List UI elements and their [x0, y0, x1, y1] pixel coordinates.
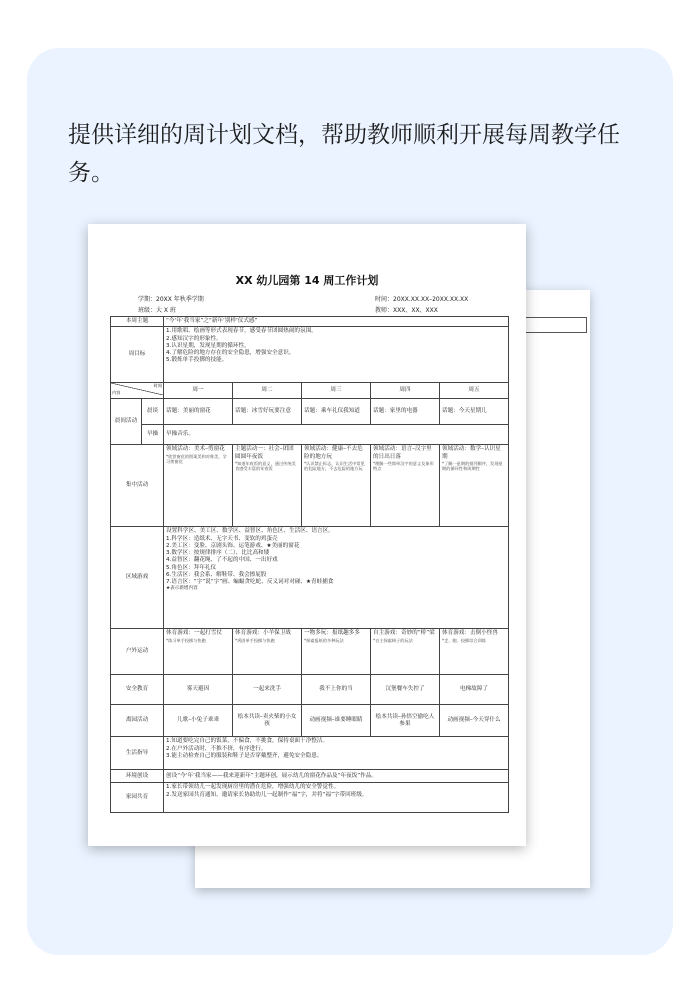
env-value: 创设“今‘年’我当家——我来迎新年”主题环创，展示幼儿的窗花作品及“年夜饭”作品。	[164, 770, 509, 783]
headline: 提供详细的周计划文档，帮助教师顺利开展每周教学任务。	[68, 122, 620, 186]
area-label: 区域游戏	[111, 527, 164, 629]
group-cell	[302, 445, 371, 527]
area-note: ★表示新增内容	[166, 586, 198, 592]
talk-cell: 话题：今天星期几	[440, 399, 509, 425]
time-info: 时间：20XX.XX.XX–20XX.XX.XX	[375, 296, 469, 303]
talk-label: 晨谈	[142, 399, 164, 425]
table-row	[111, 317, 509, 327]
outdoor-note: *走、跑、投掷综合训练	[442, 637, 486, 643]
table-row	[111, 675, 509, 705]
outdoor-title: 自主游戏：奇妙的“桥”梁	[373, 630, 435, 637]
day-monday: 周一	[164, 383, 233, 399]
group-title: 领域活动：数学–认识星期	[442, 446, 501, 460]
list-item: 1.家长带领幼儿一起发现厨房里的潜在危险，增强幼儿的安全警觉性。	[166, 784, 340, 791]
group-title: 主题活动一：社会–团团圆圆年夜饭	[235, 446, 294, 460]
table-row	[111, 327, 509, 383]
env-label: 环境创设	[111, 770, 164, 783]
day-tuesday: 周二	[233, 383, 302, 399]
outdoor-label: 户外运动	[111, 629, 164, 675]
plan-table	[110, 316, 509, 813]
outdoor-cell	[302, 629, 371, 675]
group-cell	[233, 445, 302, 527]
morning-label: 晨间活动	[111, 399, 142, 445]
goals-list	[164, 327, 509, 383]
leave-cell: 绘本共读–卖火柴的小女孩	[233, 705, 302, 737]
list-item: 2.发送家园共育通知，邀请家长协助幼儿一起制作“福”字，并将“福”字带回班级。	[166, 791, 368, 798]
area-list	[164, 527, 509, 629]
talk-cell: 话题：乘车礼仪我知道	[302, 399, 371, 425]
safety-cell: 一起来洗手	[233, 675, 302, 705]
outdoor-note: *探索报纸的多种玩法	[304, 637, 344, 643]
talk-cell: 话题：冰雪好玩要注意	[233, 399, 302, 425]
safety-cell: 雾天避因	[164, 675, 233, 705]
theme-value: “今‘年’我当家”之“新年‘别样’仪式感”	[164, 317, 509, 327]
life-label: 生活指导	[111, 737, 164, 770]
table-header-row	[111, 383, 509, 399]
table-row	[111, 425, 509, 445]
leave-cell: 动画视频–今天穿什么	[440, 705, 509, 737]
term-info: 学期：20XX 年秋季学期	[138, 296, 204, 303]
group-note: *欣赏窗花的图案美和对称美，学习剪窗花	[166, 453, 227, 465]
day-wednesday: 周三	[302, 383, 371, 399]
outdoor-title: 体育游戏：击倒小怪兽	[442, 630, 498, 637]
class-info: 班级：大 X 班	[138, 307, 176, 314]
list-item: 7.语言区：“字”说“字”画、蝙蝠贪吃蛇、反义词对对碰、★青蛙捕食	[166, 579, 334, 586]
group-cell	[440, 445, 509, 527]
leave-label: 离园活动	[111, 705, 164, 737]
home-list	[164, 783, 509, 813]
group-cell	[371, 445, 440, 527]
list-item: 2.在户外活动时，不推不挤，有序进行。	[166, 745, 267, 752]
header-content: 内容	[112, 389, 121, 395]
list-item: 5.角色区：拜年礼仪	[166, 564, 217, 571]
table-row	[111, 629, 509, 675]
safety-cell: 汉堡餐车失控了	[371, 675, 440, 705]
document-title: XX 幼儿园第 14 周工作计划	[235, 274, 379, 287]
safety-label: 安全教育	[111, 675, 164, 705]
talk-cell: 话题：美丽的窗花	[164, 399, 233, 425]
list-item: 2.感知汉字的形象性。	[166, 335, 222, 342]
home-label: 家园共育	[111, 783, 164, 813]
table-row	[111, 445, 509, 527]
table-row	[111, 737, 509, 770]
group-title: 领域活动：健康–不去危险的地方玩	[304, 446, 363, 460]
safety-cell: 电梯故障了	[440, 675, 509, 705]
list-item: 1.用歌唱、绘画等形式表现春节，感受春节团圆热闹的氛围。	[166, 328, 317, 335]
day-friday: 周五	[440, 383, 509, 399]
outdoor-title: 体育游戏：一起打雪仗	[166, 630, 222, 637]
outdoor-cell	[440, 629, 509, 675]
leave-cell: 绘本共读–孙悟空偷吃人参果	[371, 705, 440, 737]
table-row	[111, 770, 509, 783]
list-item: 5.锻炼单手投掷的技能。	[166, 357, 228, 364]
list-item: 1.科学区：造纸术、无字天书、变软的鸡蛋壳	[166, 535, 278, 542]
list-item: 3.数学区：按规律排序（二）、比比高和矮	[166, 550, 270, 557]
table-row	[111, 527, 509, 629]
list-item: 6.生活区：我会系、解鞋带、我会擦屁股	[166, 571, 267, 578]
outdoor-title: 一物多玩：报纸趣多多	[304, 630, 360, 637]
group-note: *理解一些简单汉字的意义及象形特点	[373, 460, 434, 472]
list-item: 4.益智区：翻花绳、了不起的中国、一出好戏	[166, 557, 278, 564]
exercise-label: 早操	[142, 425, 164, 445]
outdoor-note: *自主探索椅子的玩法	[373, 637, 413, 643]
goals-label: 周目标	[111, 327, 164, 383]
table-row	[111, 705, 509, 737]
list-item: 3.认识星期，发现星期的循环性。	[166, 342, 250, 349]
leave-cell: 动画视频–谁要睡眼睛	[302, 705, 371, 737]
list-item: 4.了解危险的地方存在的安全隐患，增强安全意识。	[166, 350, 295, 357]
list-item: 设置科学区、美工区、数学区、益智区、角色区、生活区、语言区。	[166, 528, 334, 535]
group-note: *了解一星期的排列顺序，发现星期的循环性和周期性	[442, 460, 503, 472]
weekly-plan-document	[88, 224, 526, 846]
day-thursday: 周四	[371, 383, 440, 399]
outdoor-cell	[233, 629, 302, 675]
teacher-info: 教师：XXX、XX、XXX	[375, 307, 438, 314]
list-item: 1.知道要吃完自己的饭菜，不偏食，不挑食，保持桌面干净整洁。	[166, 738, 328, 745]
group-cell	[164, 445, 233, 527]
header-time: 时间	[153, 383, 163, 389]
group-note: *知道年夜饭的意义，通过传统美食感受丰富的年夜饭	[235, 460, 296, 472]
outdoor-cell	[164, 629, 233, 675]
life-list	[164, 737, 509, 770]
list-item: 3.能主动检查自己的服装和鞋子是否穿戴整齐，避免安全隐患。	[166, 752, 323, 759]
leave-cell: 儿歌–小兔子乖乖	[164, 705, 233, 737]
outdoor-cell	[371, 629, 440, 675]
list-item: 2.美工区：变脸、京剧头饰、运笔游戏、★美丽的窗花	[166, 542, 300, 549]
group-label: 集中活动	[111, 445, 164, 527]
outdoor-title: 体育游戏：小羊保卫战	[235, 630, 291, 637]
exercise-value: 早操音乐。	[164, 425, 509, 445]
table-row	[111, 399, 509, 425]
group-note: *认识禁止标志，认识生活中常见的危险地方，不去危险的地方玩	[304, 460, 365, 472]
talk-cell: 话题：家里的电器	[371, 399, 440, 425]
safety-cell: 我不上你的当	[302, 675, 371, 705]
outdoor-note: *巩固单手投掷与快跑	[235, 637, 275, 643]
group-title: 领域活动：美术–剪窗花	[166, 446, 225, 453]
outdoor-note: *练习单手投掷与快跑	[166, 637, 206, 643]
theme-label: 本周主题	[111, 317, 164, 327]
group-title: 领域活动：语言–汉字里的日出日落	[373, 446, 432, 460]
table-row	[111, 783, 509, 813]
diagonal-header-cell	[111, 383, 164, 399]
